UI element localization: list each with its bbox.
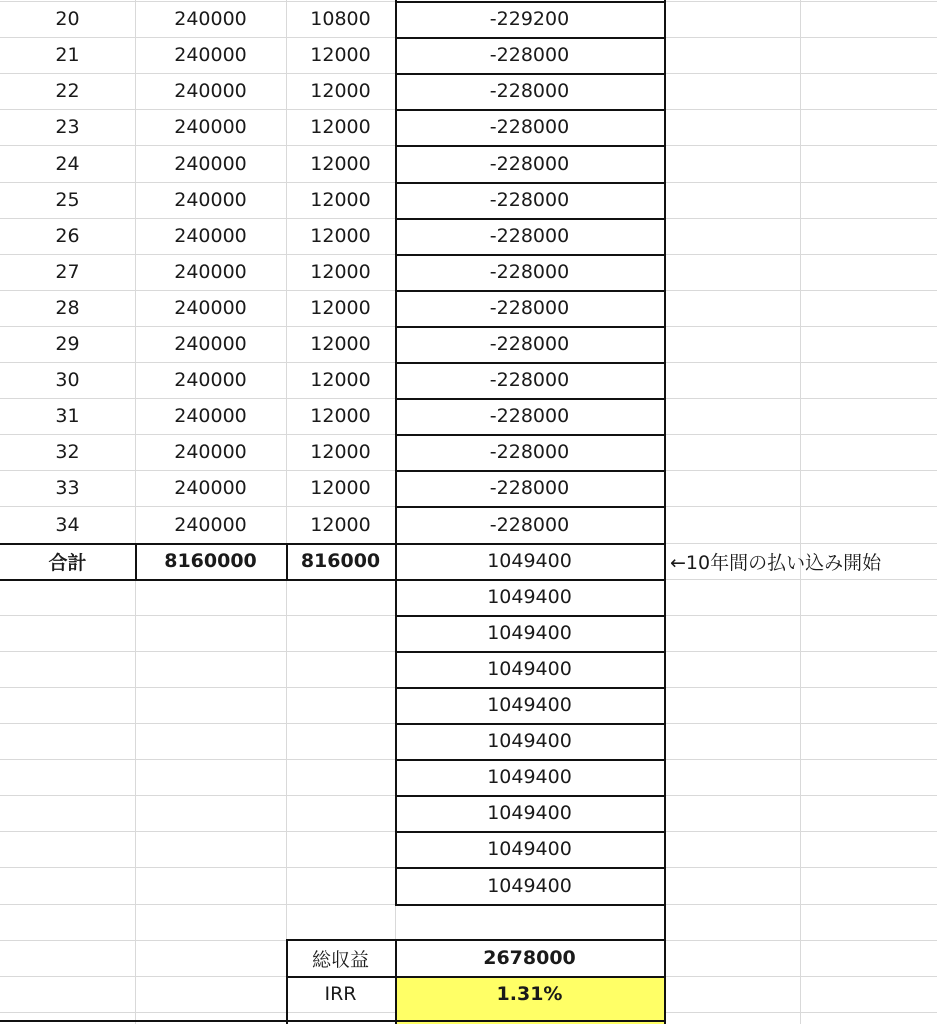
period-cell[interactable]: 30 [55, 369, 80, 391]
payout-cell[interactable]: 1049400 [487, 694, 572, 716]
period-cell[interactable]: 34 [55, 513, 80, 536]
cashflow-cell-border [395, 904, 664, 906]
contribution-cell[interactable]: 240000 [174, 369, 247, 391]
fee-cell[interactable]: 12000 [310, 152, 371, 175]
contribution-cell[interactable]: 240000 [174, 8, 247, 30]
fee-cell[interactable]: 10800 [310, 8, 371, 30]
contribution-cell[interactable]: 240000 [174, 333, 247, 355]
payout-cell[interactable]: 1049400 [487, 658, 572, 680]
contribution-cell[interactable]: 240000 [174, 477, 247, 499]
cashflow-cell[interactable]: -228000 [489, 477, 570, 499]
fee-cell[interactable]: 12000 [310, 189, 371, 211]
period-cell[interactable]: 29 [55, 333, 80, 355]
total-cashflow[interactable]: 1049400 [487, 550, 572, 572]
period-cell[interactable]: 22 [55, 80, 80, 102]
payout-start-note[interactable]: ←10年間の払い込み開始 [670, 551, 882, 574]
cashflow-cell[interactable]: -228000 [489, 44, 570, 66]
period-cell[interactable]: 23 [55, 116, 80, 138]
cashflow-cell[interactable]: -228000 [489, 441, 570, 463]
contribution-cell[interactable]: 240000 [174, 225, 247, 247]
cashflow-cell[interactable]: -228000 [489, 333, 570, 355]
fee-cell[interactable]: 12000 [310, 297, 371, 319]
contribution-cell[interactable]: 240000 [174, 116, 247, 138]
period-cell[interactable]: 25 [55, 189, 80, 211]
payout-cell[interactable]: 1049400 [487, 622, 572, 644]
sheet-bottom-border [0, 1020, 666, 1022]
payout-cell[interactable]: 1049400 [487, 586, 572, 608]
cashflow-cell[interactable]: -229200 [489, 8, 570, 30]
fee-cell[interactable]: 12000 [310, 225, 371, 247]
contribution-cell[interactable]: 240000 [174, 405, 247, 427]
period-cell[interactable]: 32 [55, 441, 80, 463]
total-contribution[interactable]: 8160000 [164, 550, 257, 572]
period-cell[interactable]: 21 [55, 44, 80, 66]
fee-cell[interactable]: 12000 [310, 441, 371, 463]
cashflow-right-border [664, 0, 666, 1024]
period-cell[interactable]: 20 [55, 8, 80, 30]
period-cell[interactable]: 33 [55, 477, 80, 499]
grid-col-line [800, 0, 801, 1024]
cashflow-cell[interactable]: -228000 [489, 405, 570, 427]
period-cell[interactable]: 24 [55, 152, 80, 175]
contribution-cell[interactable]: 240000 [174, 297, 247, 319]
total-return-value[interactable]: 2678000 [483, 947, 576, 969]
fee-cell[interactable]: 12000 [310, 513, 371, 536]
cashflow-cell[interactable]: -228000 [489, 297, 570, 319]
payout-cell[interactable]: 1049400 [487, 874, 572, 897]
contribution-cell[interactable]: 240000 [174, 152, 247, 175]
fee-cell[interactable]: 12000 [310, 369, 371, 391]
payout-cell[interactable]: 1049400 [487, 730, 572, 752]
fee-cell[interactable]: 12000 [310, 116, 371, 138]
payout-cell[interactable]: 1049400 [487, 838, 572, 860]
total-label[interactable]: 合計 [48, 551, 87, 574]
contribution-cell[interactable]: 240000 [174, 189, 247, 211]
fee-cell[interactable]: 12000 [310, 44, 371, 66]
fee-cell[interactable]: 12000 [310, 477, 371, 499]
cashflow-cell[interactable]: -228000 [489, 369, 570, 391]
cashflow-cell[interactable]: -228000 [489, 152, 570, 175]
cashflow-cell[interactable]: -228000 [489, 513, 570, 536]
total-fee[interactable]: 816000 [300, 550, 381, 572]
contribution-cell[interactable]: 240000 [174, 441, 247, 463]
total-row-bottom-border [0, 579, 395, 581]
period-cell[interactable]: 31 [55, 405, 80, 427]
period-cell[interactable]: 28 [55, 297, 80, 319]
fee-cell[interactable]: 12000 [310, 80, 371, 102]
cashflow-cell[interactable]: -228000 [489, 225, 570, 247]
contribution-cell[interactable]: 240000 [174, 80, 247, 102]
payout-cell[interactable]: 1049400 [487, 766, 572, 788]
fee-cell[interactable]: 12000 [310, 405, 371, 427]
period-cell[interactable]: 26 [55, 225, 80, 247]
contribution-cell[interactable]: 240000 [174, 261, 247, 283]
cashflow-cell[interactable]: -228000 [489, 116, 570, 138]
cashflow-cell[interactable]: -228000 [489, 80, 570, 102]
fee-cell[interactable]: 12000 [310, 333, 371, 355]
contribution-cell[interactable]: 240000 [174, 44, 247, 66]
fee-cell[interactable]: 12000 [310, 261, 371, 283]
irr-label[interactable]: IRR [324, 983, 357, 1005]
cashflow-cell[interactable]: -228000 [489, 261, 570, 283]
irr-value[interactable]: 1.31% [496, 983, 563, 1005]
period-cell[interactable]: 27 [55, 261, 80, 283]
contribution-cell[interactable]: 240000 [174, 513, 247, 536]
total-return-label[interactable]: 総収益 [311, 948, 369, 971]
cashflow-cell[interactable]: -228000 [489, 189, 570, 211]
payout-cell[interactable]: 1049400 [487, 802, 572, 824]
